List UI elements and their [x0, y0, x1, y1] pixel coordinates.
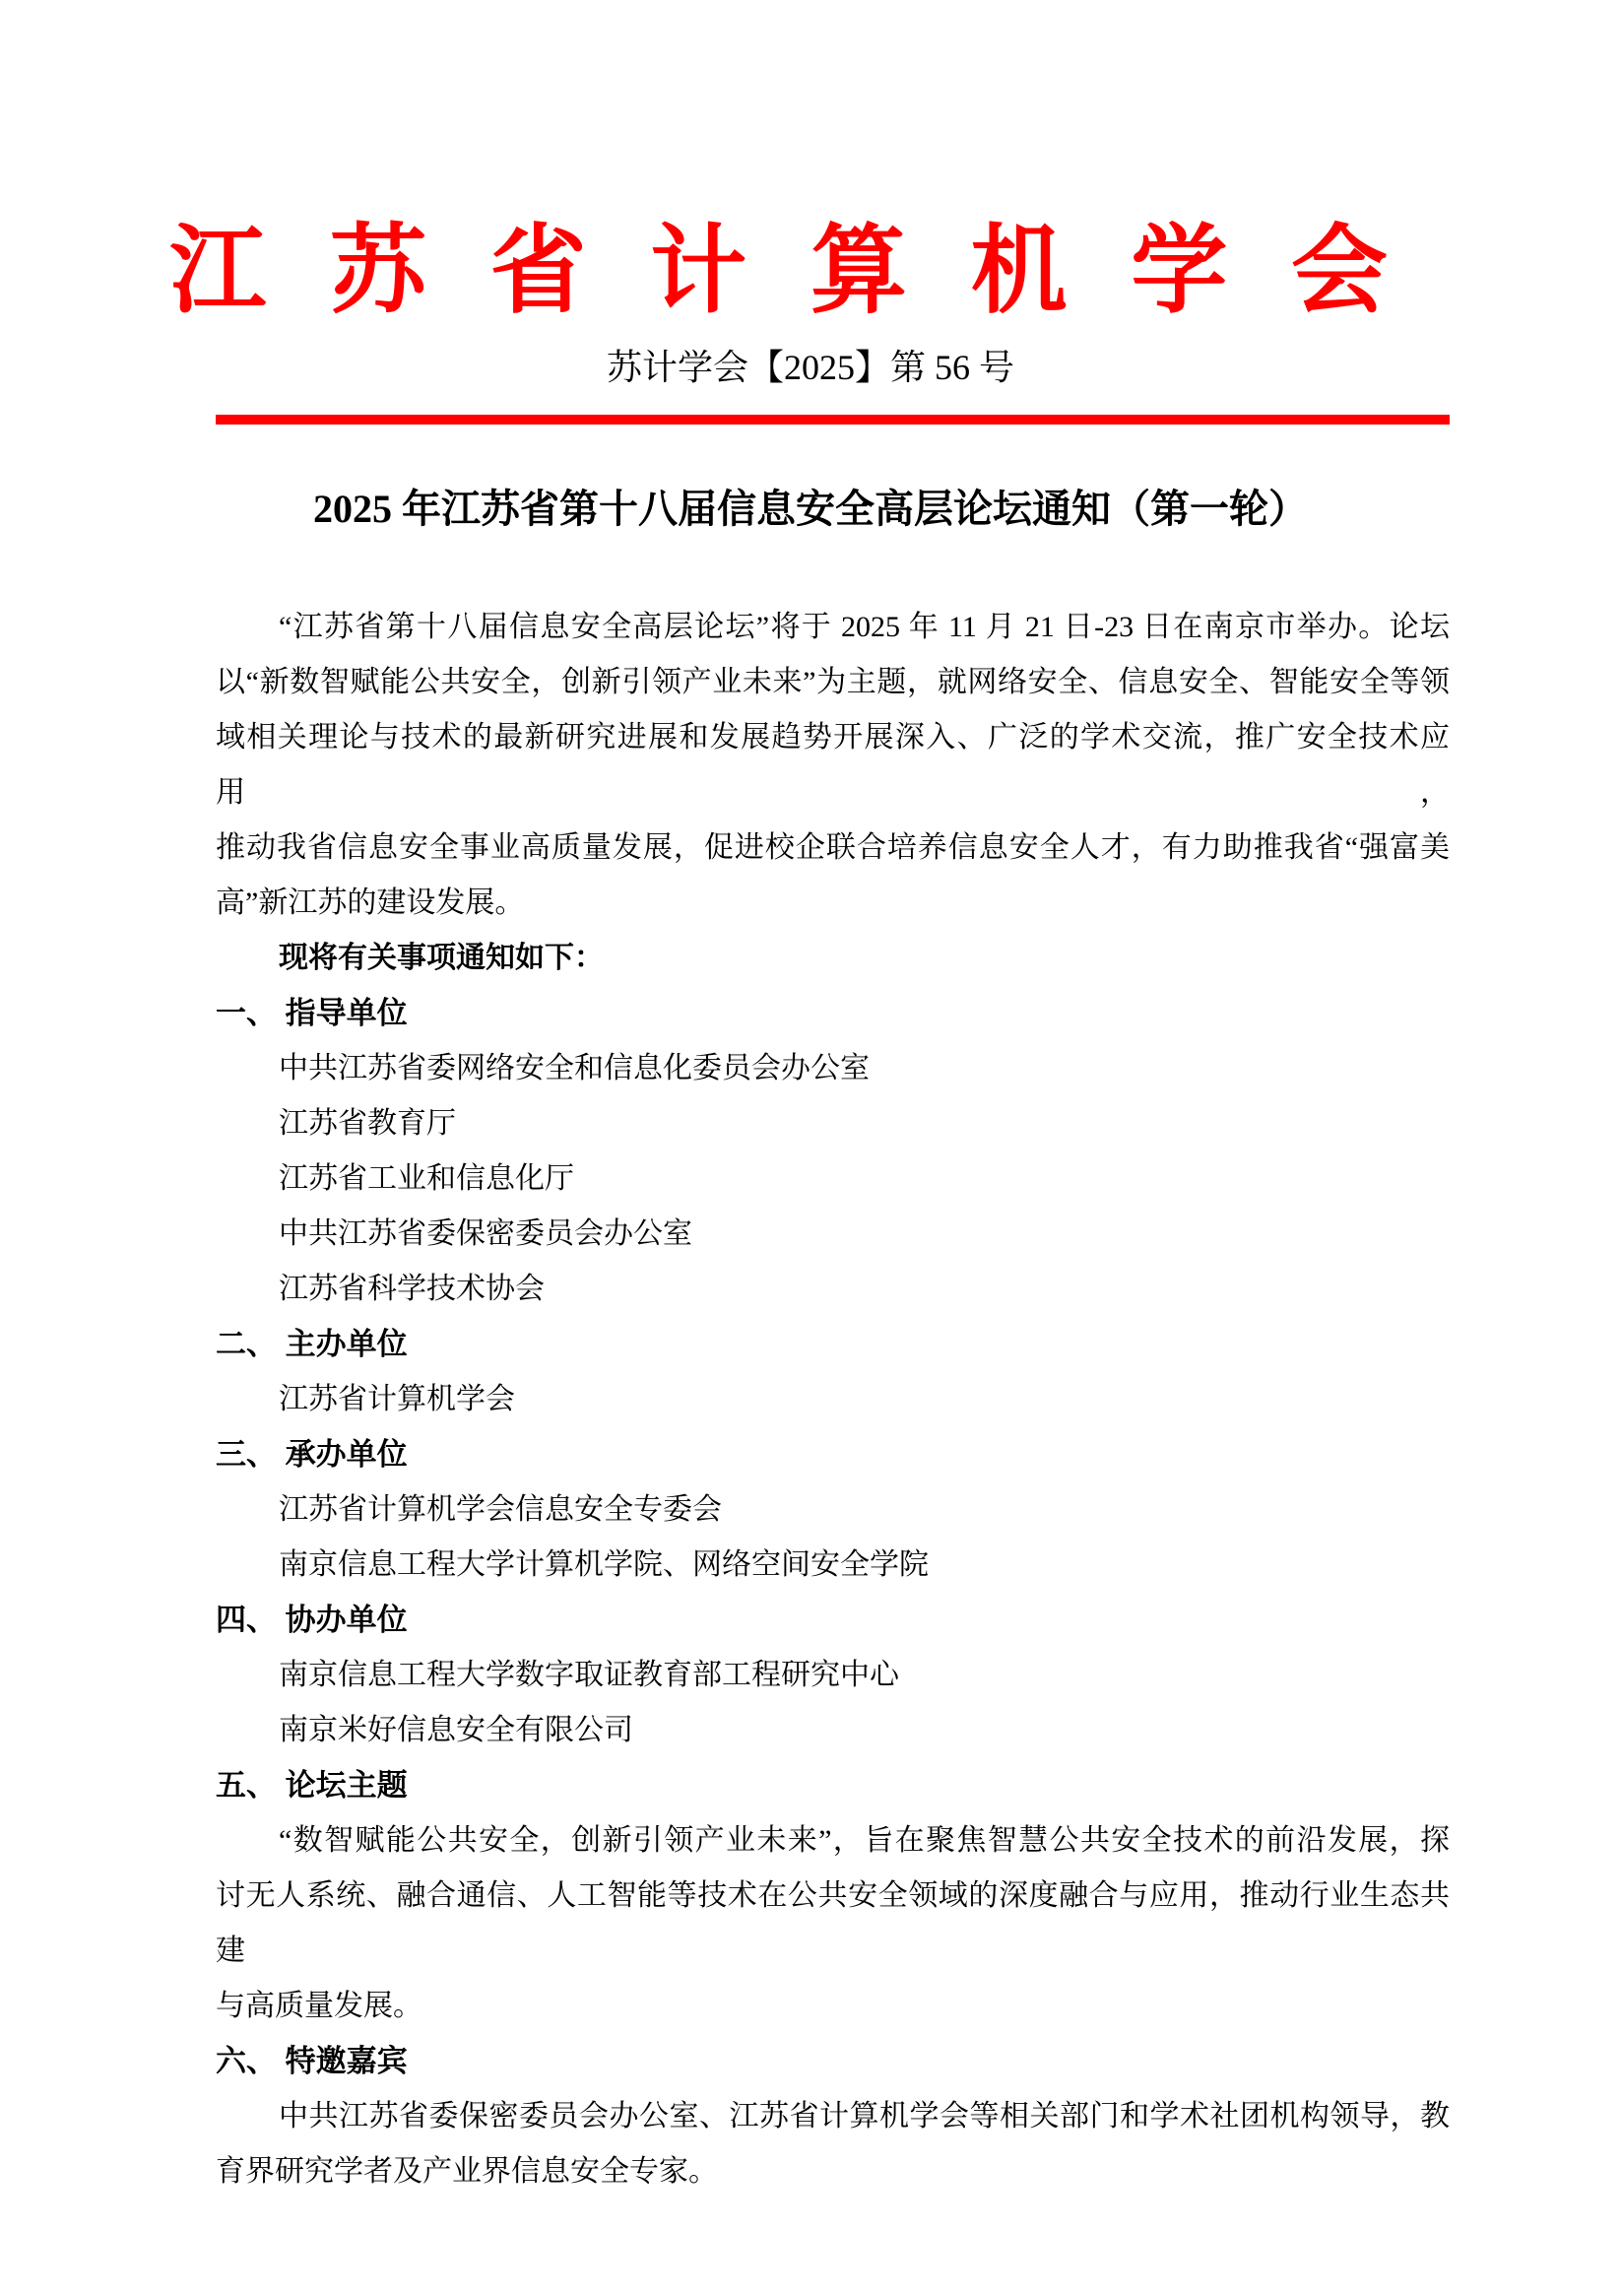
intro-line: 以“新数智赋能公共安全，创新引领产业未来”为主题，就网络安全、信息安全、智能安全等领 — [216, 666, 1450, 698]
letterhead-org-title: 江苏省计算机学会 — [169, 219, 1452, 325]
letterhead-divider-rule — [216, 415, 1450, 425]
section-item: 江苏省计算机学会信息安全专委会 — [279, 1493, 722, 1526]
section-paragraph-line: “数智赋能公共安全，创新引领产业未来”，旨在聚焦智慧公共安全技术的前沿发展，探 — [279, 1824, 1450, 1857]
intro-line: 推动我省信息安全事业高质量发展，促进校企联合培养信息安全人才，有力助推我省“强富美 — [216, 831, 1450, 864]
section-paragraph-line: 育界研究学者及产业界信息安全专家。 — [216, 2155, 718, 2188]
section-item: 江苏省工业和信息化厅 — [279, 1162, 574, 1195]
section-paragraph-line: 与高质量发展。 — [216, 1990, 422, 2022]
section-item: 江苏省科学技术协会 — [279, 1273, 545, 1305]
section-item: 江苏省教育厅 — [279, 1107, 456, 1140]
section-item: 南京米好信息安全有限公司 — [279, 1714, 633, 1746]
section-heading-invited-guests: 六、 特邀嘉宾 — [216, 2044, 408, 2078]
section-item: 江苏省计算机学会 — [279, 1383, 515, 1415]
section-heading-guiding-units: 一、 指导单位 — [216, 996, 408, 1030]
notice-lead: 现将有关事项通知如下： — [279, 942, 604, 974]
section-item: 中共江苏省委网络安全和信息化委员会办公室 — [279, 1052, 870, 1084]
document-number: 苏计学会【2025】第 56 号 — [606, 348, 1014, 387]
section-heading-forum-theme: 五、 论坛主题 — [216, 1768, 408, 1803]
section-item: 南京信息工程大学数字取证教育部工程研究中心 — [279, 1659, 899, 1691]
section-paragraph-line: 中共江苏省委保密委员会办公室、江苏省计算机学会等相关部门和学术社团机构领导，教 — [279, 2100, 1450, 2132]
document-title: 2025 年江苏省第十八届信息安全高层论坛通知（第一轮） — [313, 487, 1308, 531]
intro-line: 域相关理论与技术的最新研究进展和发展趋势开展深入、广泛的学术交流，推广安全技术应用， — [216, 721, 1450, 809]
intro-line: “江苏省第十八届信息安全高层论坛”将于 2025 年 11 月 21 日-23 日在南京市举办。论坛 — [279, 611, 1450, 643]
document-body — [216, 600, 1450, 2199]
section-heading-host-unit: 二、 主办单位 — [216, 1327, 408, 1361]
section-heading-organizer-units: 三、 承办单位 — [216, 1437, 408, 1472]
section-item: 中共江苏省委保密委员会办公室 — [279, 1217, 692, 1250]
section-heading-co-organizer-units: 四、 协办单位 — [216, 1603, 408, 1637]
section-item: 南京信息工程大学计算机学院、网络空间安全学院 — [279, 1548, 929, 1581]
section-paragraph-line: 讨无人系统、融合通信、人工智能等技术在公共安全领域的深度融合与应用，推动行业生态共建 — [216, 1879, 1450, 1967]
intro-line: 高”新江苏的建设发展。 — [216, 886, 525, 919]
